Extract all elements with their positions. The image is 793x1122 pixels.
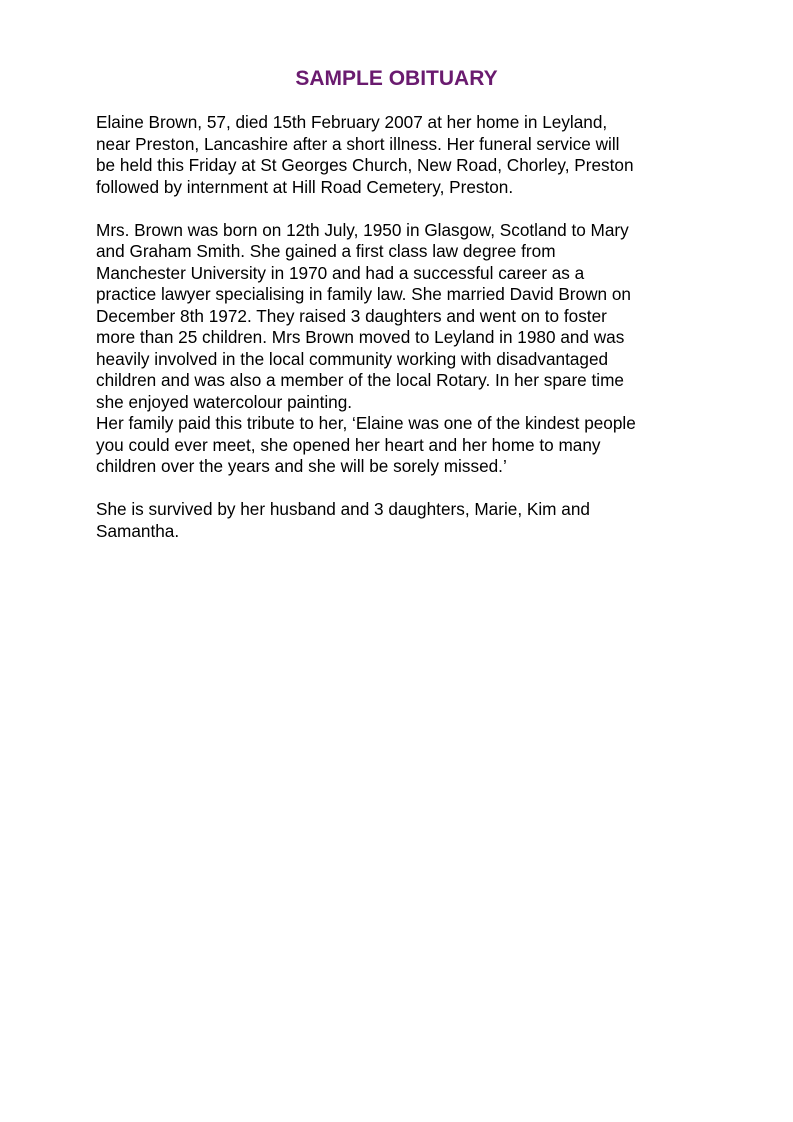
paragraph-death-notice	[96, 112, 736, 198]
text-line: heavily involved in the local community working with disadvantaged	[96, 348, 609, 369]
document-body	[96, 112, 736, 542]
text-line: followed by internment at Hill Road Cemetery, Preston.	[96, 176, 514, 197]
paragraph-gap	[96, 478, 736, 500]
text-line: and Graham Smith. She gained a first class law degree from	[96, 241, 556, 261]
text-line: be held this Friday at St Georges Church, New Road, Chorley, Preston	[96, 155, 634, 175]
text-line: near Preston, Lancashire after a short illness. Her funeral service will	[96, 133, 620, 154]
text-line: Her family paid this tribute to her, ‘Elaine was one of the kindest people	[96, 413, 636, 433]
document-title: SAMPLE OBITUARY	[295, 67, 498, 90]
paragraph-tribute	[96, 413, 736, 478]
text-line: she enjoyed watercolour painting.	[96, 391, 353, 412]
paragraph-biography	[96, 220, 736, 414]
text-line: practice lawyer specialising in family law. She married David Brown on	[96, 284, 631, 304]
text-line: She is survived by her husband and 3 daughters, Marie, Kim and	[96, 499, 590, 519]
text-line: children and was also a member of the local Rotary. In her spare time	[96, 370, 624, 390]
text-line: December 8th 1972. They raised 3 daughters and went on to foster	[96, 305, 607, 326]
text-line: more than 25 children. Mrs Brown moved to Leyland in 1980 and was	[96, 327, 625, 347]
text-line: Elaine Brown, 57, died 15th February 2007 at her home in Leyland,	[96, 112, 608, 132]
text-line: you could ever meet, she opened her heart and her home to many	[96, 434, 601, 455]
text-line: children over the years and she will be sorely missed.’	[96, 456, 507, 476]
text-line: Mrs. Brown was born on 12th July, 1950 in Glasgow, Scotland to Mary	[96, 219, 629, 240]
text-line: Manchester University in 1970 and had a successful career as a	[96, 262, 585, 283]
paragraph-survivors	[96, 499, 736, 542]
paragraph-gap	[96, 198, 736, 220]
text-line: Samantha.	[96, 520, 180, 541]
